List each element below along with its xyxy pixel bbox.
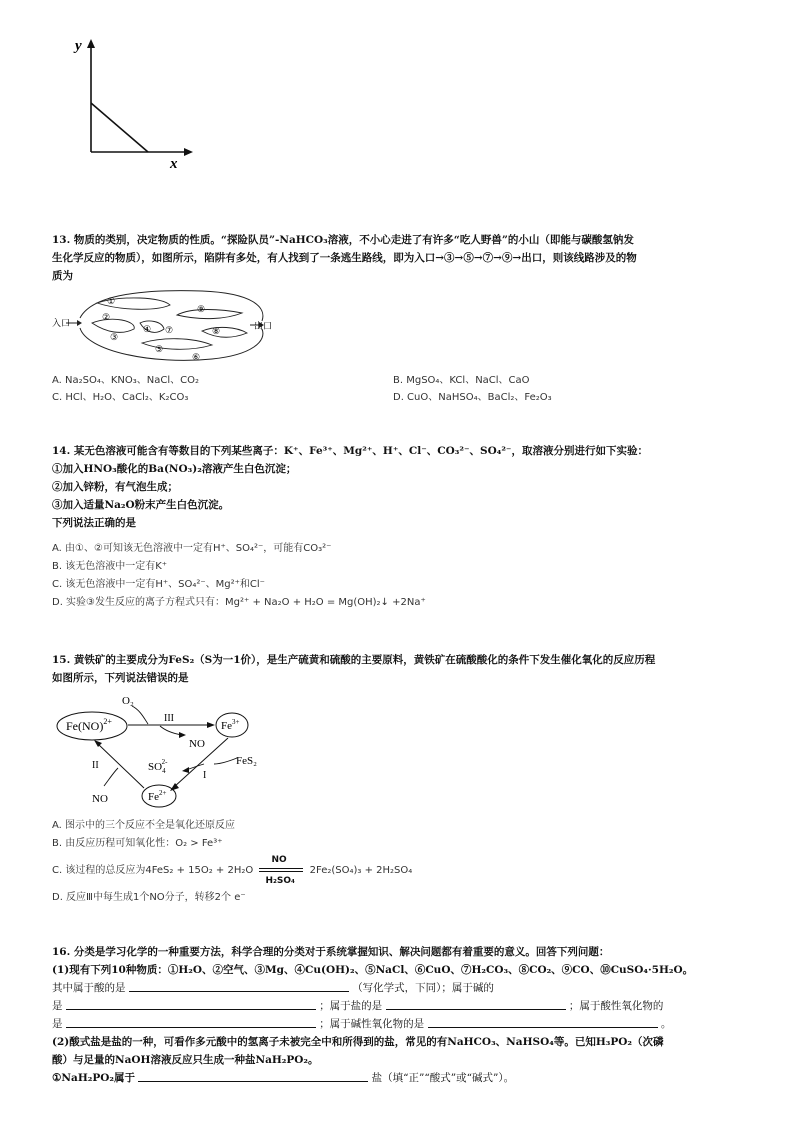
y-axis-label: y xyxy=(75,38,82,54)
q15-reaction-cycle-diagram xyxy=(52,688,282,813)
fe2-charge: 2+ xyxy=(159,789,167,797)
step-ii-arrowhead xyxy=(94,740,102,747)
o2-label: O₂ xyxy=(122,695,134,707)
step-iii-arrowhead xyxy=(207,722,215,728)
maze-entry-arrowhead xyxy=(77,320,82,326)
q15-option-a[interactable]: A. 图示中的三个反应不全是氧化还原反应 xyxy=(52,820,236,831)
q16-part2-stem-line1: (2)酸式盐是盐的一种，可看作多元酸中的氢离子未被完全中和所得到的盐，常见的有NaHCO₃、NaHSO₄等。已知H₃PO₂（次磷 xyxy=(52,1036,664,1048)
q16-acidic-oxide-prompt: ；属于酸性氧化物的 xyxy=(568,1000,664,1012)
q16-salt-type-hint: 盐（填“正”“酸式”或“碱式”）。 xyxy=(371,1072,515,1084)
q16-base-prompt: （写化学式，下同）；属于碱的 xyxy=(352,982,494,994)
fe-no-text: Fe(NO) xyxy=(66,719,104,733)
q13-stem-line3: 质为 xyxy=(52,270,73,282)
fe2-label xyxy=(148,789,167,803)
q14-stem: 14. 某无色溶液可能含有等数目的下列某些离子：K⁺、Fe³⁺、Mg²⁺、H⁺、Cl⁻、CO₃²⁻、SO₄²⁻，取溶液分别进行如下实验： xyxy=(52,445,648,457)
q14-option-d[interactable]: D. 实验③发生反应的离子方程式只有：Mg²⁺ + Na₂O + H₂O = Mg(OH)₂↓ +2Na⁺ xyxy=(52,597,426,608)
q15-option-c-left: C. 该过程的总反应为4FeS₂ + 15O₂ + 2H₂O xyxy=(52,865,254,876)
maze-inner-2 xyxy=(92,319,134,332)
maze-num-3: ③ xyxy=(110,332,119,342)
fe-no-label xyxy=(66,717,112,733)
fe-no-charge: 2+ xyxy=(103,717,112,726)
so4-text: SO xyxy=(148,761,163,773)
q16-part1-acid-line xyxy=(52,980,494,996)
q15-catalyst-label: NO xyxy=(271,855,287,865)
maze-exit-label: 出口 xyxy=(254,321,273,331)
q14-option-a[interactable]: A. 由①、②可知该无色溶液中一定有H⁺、SO₄²⁻，可能有CO₃²⁻ xyxy=(52,543,332,554)
step-ii-arrow xyxy=(98,744,144,788)
no-in-curve xyxy=(104,768,118,786)
q15-equation-conditions xyxy=(259,855,303,886)
q15-equals-line-2 xyxy=(259,871,303,872)
y-axis-arrow xyxy=(87,39,95,48)
q15-stem-line2: 如图所示，下列说法错误的是 xyxy=(52,672,189,684)
q13-option-c[interactable]: C. HCl、H₂O、CaCl₂、K₂CO₃ xyxy=(52,392,189,403)
maze-inner-3 xyxy=(177,310,242,319)
fes2-label: FeS₂ xyxy=(236,755,257,767)
q16-acidic-oxide-blank[interactable] xyxy=(66,1016,316,1028)
maze-num-5: ⑤ xyxy=(155,344,164,354)
fe3-charge: 3+ xyxy=(232,718,240,726)
q16-part1-oxide-line xyxy=(52,1016,671,1032)
q14-experiment-3: ③加入适量Na₂O粉末产生白色沉淀。 xyxy=(52,499,230,511)
q15-condition-label: H₂SO₄ xyxy=(265,876,296,886)
q14-experiment-1: ①加入HNO₃酸化的Ba(NO₃)₂溶液产生白色沉淀； xyxy=(52,463,297,475)
maze-inner-4 xyxy=(202,327,247,337)
step-ii-label: II xyxy=(92,760,99,771)
q16-acid-blank[interactable] xyxy=(129,980,349,992)
q16-basic-oxide-prompt: ；属于碱性氧化物的是 xyxy=(319,1018,425,1030)
q16-line-end: 。 xyxy=(660,1018,672,1030)
q16-salt-blank[interactable] xyxy=(386,998,566,1010)
so4-label xyxy=(148,758,168,775)
q13-stem-line1: 13. 物质的类别，决定物质的性质。“探险队员”-NaHCO₃溶液，不小心走进了有许多“吃人野兽”的小山（即能与碳酸氢钠发 xyxy=(52,234,634,246)
q15-equals-line-1 xyxy=(259,868,303,869)
o2-in-curve xyxy=(132,706,148,724)
maze-num-8: ⑧ xyxy=(212,326,221,336)
q14-option-c[interactable]: C. 该无色溶液中一定有H⁺、SO₄²⁻、Mg²⁺和Cl⁻ xyxy=(52,579,265,590)
q13-option-d[interactable]: D. CuO、NaHSO₄、BaCl₂、Fe₂O₃ xyxy=(393,392,552,403)
q15-option-b[interactable]: B. 由反应历程可知氧化性：O₂ > Fe³⁺ xyxy=(52,838,223,849)
q16-acid-prompt: 其中属于酸的是 xyxy=(52,982,126,994)
so4-charge: 2- xyxy=(161,758,168,766)
no-out-arrowhead xyxy=(179,732,186,738)
fe3-text: Fe xyxy=(221,720,232,732)
maze-entry-label: 入口 xyxy=(52,318,71,328)
fe2-text: Fe xyxy=(148,791,159,803)
q14-option-b[interactable]: B. 该无色溶液中一定有K⁺ xyxy=(52,561,168,572)
q16-base-blank[interactable] xyxy=(66,998,316,1010)
maze-num-6: ⑥ xyxy=(192,352,201,362)
q16-acidic-oxide-shi: 是 xyxy=(52,1018,63,1030)
so4-out-arrowhead xyxy=(182,767,189,773)
q13-option-a[interactable]: A. Na₂SO₄、KNO₃、NaCl、CO₂ xyxy=(52,375,200,386)
no-left-label: NO xyxy=(92,793,108,805)
q15-stem-line1: 15. 黄铁矿的主要成分为FeS₂（S为一1价），是生产硫黄和硫酸的主要原料，黄铁矿在硫酸酸化的条件下发生催化氧化的反应历程 xyxy=(52,654,656,666)
fes2-in-curve xyxy=(214,758,237,764)
maze-num-4: ④ xyxy=(143,324,152,334)
xy-graph xyxy=(60,35,200,170)
maze-num-2: ② xyxy=(102,312,111,322)
q15-option-d[interactable]: D. 反应Ⅲ中每生成1个NO分子，转移2个 e⁻ xyxy=(52,892,246,903)
step-iii-label: III xyxy=(164,713,174,724)
q16-part2-question xyxy=(52,1070,514,1086)
maze-num-9: ⑨ xyxy=(197,304,206,314)
no-top-label: NO xyxy=(189,738,205,750)
no-out-curve xyxy=(160,726,182,735)
maze-num-7: ⑦ xyxy=(165,325,174,335)
q16-stem: 16. 分类是学习化学的一种重要方法，科学合理的分类对于系统掌握知识、解决问题都有着重要的意义。回答下列问题： xyxy=(52,946,610,958)
q16-base-shi: 是 xyxy=(52,1000,63,1012)
maze-inner-5 xyxy=(142,339,212,350)
q13-stem-line2: 生化学反应的物质），如图所示，陷阱有多处，有人找到了一条逃生路线，即为入口→③→⑤→⑦→⑨→出口，则该线路涉及的物 xyxy=(52,252,637,264)
q13-maze-diagram xyxy=(52,285,292,370)
maze-num-1: ① xyxy=(107,296,116,306)
q16-salt-type-blank[interactable] xyxy=(138,1070,368,1082)
x-axis-label: x xyxy=(170,156,178,170)
q16-part1-materials: (1)现有下列10种物质：①H₂O、②空气、③Mg、④Cu(OH)₂、⑤NaCl、⑥CuO、⑦H₂CO₃、⑧CO₂、⑨CO、⑩CuSO₄·5H₂O。 xyxy=(52,964,694,976)
q14-experiment-2: ②加入锌粉，有气泡生成； xyxy=(52,481,178,493)
graph-line xyxy=(91,103,148,152)
x-axis-arrow xyxy=(184,148,193,156)
step-i-label: I xyxy=(203,770,207,781)
so4-sub: 4 xyxy=(162,767,166,775)
q16-salt-prompt: ；属于盐的是 xyxy=(319,1000,383,1012)
q14-question: 下列说法正确的是 xyxy=(52,517,136,529)
fe3-label xyxy=(221,718,240,732)
q16-part1-base-line xyxy=(52,998,663,1014)
q13-option-b[interactable]: B. MgSO₄、KCl、NaCl、CaO xyxy=(393,375,530,386)
q15-option-c[interactable] xyxy=(52,855,413,886)
q15-option-c-right: 2Fe₂(SO₄)₃ + 2H₂SO₄ xyxy=(309,865,413,876)
q16-nah2po2-prompt: ①NaH₂PO₂属于 xyxy=(52,1072,135,1084)
q16-basic-oxide-blank[interactable] xyxy=(428,1016,658,1028)
q16-part2-stem-line2: 酸）与足量的NaOH溶液反应只生成一种盐NaH₂PO₂。 xyxy=(52,1054,319,1066)
